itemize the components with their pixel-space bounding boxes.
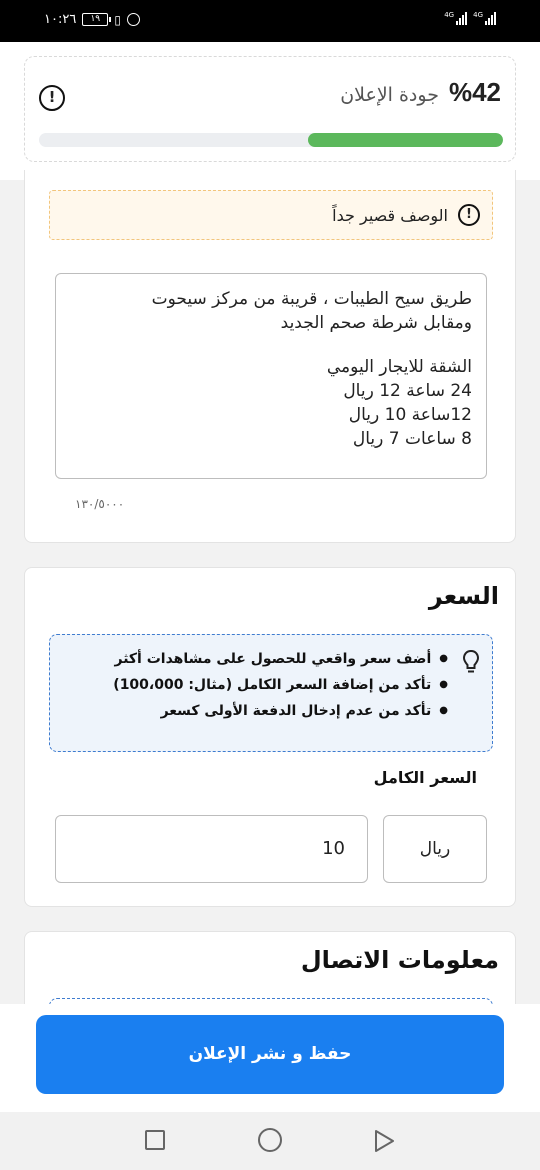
description-line: ومقابل شرطة صحم الجديد: [280, 313, 472, 333]
description-line: 24 ساعة 12 ريال: [343, 381, 472, 401]
alert-circle-icon: !: [458, 204, 480, 226]
description-blank-line: [70, 335, 472, 355]
status-right: [444, 11, 496, 25]
alert-circle-icon[interactable]: !: [39, 85, 65, 111]
ad-quality-header: [0, 42, 540, 180]
price-tip: ● أضف سعر واقعي للحصول على مشاهدات أكثر: [60, 647, 448, 673]
description-textarea[interactable]: [55, 273, 487, 479]
character-counter: ١٣٠/٥٠٠٠: [75, 497, 125, 511]
price-section-title: السعر: [428, 582, 499, 610]
description-line: 12ساعة 10 ريال: [348, 405, 472, 425]
price-tips-list: [60, 647, 448, 725]
bottom-action-panel: [0, 1004, 540, 1112]
home-icon[interactable]: [258, 1128, 282, 1152]
full-price-label: السعر الكامل: [373, 768, 477, 787]
description-warning-text: الوصف قصير جداً: [332, 205, 448, 225]
alarm-icon: [127, 13, 140, 26]
ad-quality-label: جودة الإعلان: [340, 84, 439, 106]
lightbulb-icon: [462, 649, 480, 675]
system-nav-bar: [0, 1112, 540, 1170]
save-publish-button[interactable]: حفظ و نشر الإعلان: [36, 1015, 504, 1094]
description-line: طريق سيح الطيبات ، قريبة من مركز سيحوت: [151, 289, 472, 309]
contact-section-title: معلومات الاتصال: [300, 946, 499, 974]
recents-icon[interactable]: [145, 1130, 165, 1150]
description-warning: [49, 190, 493, 240]
signal-icon: [444, 11, 467, 25]
ad-quality-percent: %42: [448, 77, 501, 107]
status-bar: [0, 0, 540, 42]
price-card: [24, 567, 516, 907]
description-line: الشقة للايجار اليومي: [326, 357, 472, 377]
status-left: [44, 12, 140, 27]
status-time: ١٠:٢٦: [44, 12, 77, 27]
network-type-2: 4G: [473, 11, 483, 19]
description-line: 8 ساعات 7 ريال: [352, 429, 472, 449]
price-tip: ● تأكد من إضافة السعر الكامل (مثال: 100،000): [60, 673, 448, 699]
description-card: [24, 170, 516, 543]
battery-icon: [82, 13, 108, 26]
battery-level: ١٩: [90, 14, 101, 24]
currency-select[interactable]: ريال: [383, 815, 487, 883]
price-tips: [49, 634, 493, 752]
signal-icon-2: [473, 11, 496, 25]
ad-quality-box: [24, 56, 516, 162]
price-tip: ● تأكد من عدم إدخال الدفعة الأولى كسعر: [60, 699, 448, 725]
vibrate-icon: ▯: [114, 12, 121, 27]
back-icon[interactable]: [372, 1128, 396, 1154]
ad-quality-title: [340, 77, 501, 108]
network-type: 4G: [444, 11, 455, 19]
price-input[interactable]: 10: [55, 815, 368, 883]
ad-quality-progress-fill: [308, 133, 503, 147]
ad-quality-progress: [39, 133, 503, 147]
